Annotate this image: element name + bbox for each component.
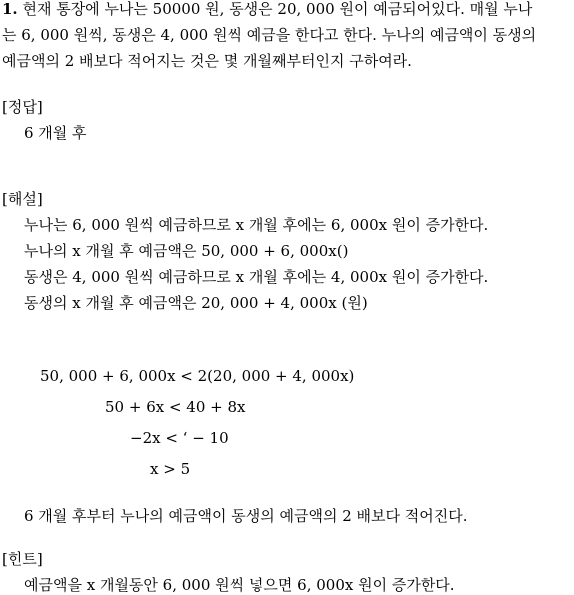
solution-line-3: 동생은 4, 000 원씩 예금하므로 x 개월 후에는 4, 000x 원이 증가한다. <box>24 268 489 286</box>
hint-header: [힌트] <box>2 550 43 568</box>
answer-header: [정답] <box>2 98 43 116</box>
problem-number: 1. <box>2 0 18 18</box>
problem-text-1: 현재 통장에 누나는 50000 원, 동생은 20, 000 원이 예금되어있다. 매월 누나 <box>22 0 533 18</box>
answer-text: 6 개월 후 <box>24 124 87 142</box>
problem-line-2: 는 6, 000 원씩, 동생은 4, 000 원씩 예금을 한다고 한다. 누나의 예금액이 동생의 <box>2 26 537 44</box>
equation-4: x > 5 <box>150 460 191 478</box>
hint-text: 예금액을 x 개월동안 6, 000 원씩 넣으면 6, 000x 원이 증가한다. <box>24 576 455 594</box>
equation-2: 50 + 6x < 40 + 8x <box>105 398 246 416</box>
solution-conclusion: 6 개월 후부터 누나의 예금액이 동생의 예금액의 2 배보다 적어진다. <box>24 507 468 525</box>
solution-line-4: 동생의 x 개월 후 예금액은 20, 000 + 4, 000x (원) <box>24 294 368 312</box>
solution-header: [해설] <box>2 190 43 208</box>
solution-line-1: 누나는 6, 000 원씩 예금하므로 x 개월 후에는 6, 000x 원이 증가한다. <box>24 216 489 234</box>
solution-line-2: 누나의 x 개월 후 예금액은 50, 000 + 6, 000x() <box>24 242 349 260</box>
equation-1: 50, 000 + 6, 000x < 2(20, 000 + 4, 000x) <box>40 367 355 385</box>
problem-line-3: 예금액의 2 배보다 적어지는 것은 몇 개월째부터인지 구하여라. <box>2 52 412 70</box>
equation-3: −2x < ‘ − 10 <box>130 429 229 447</box>
problem-line-1 <box>2 0 532 19</box>
